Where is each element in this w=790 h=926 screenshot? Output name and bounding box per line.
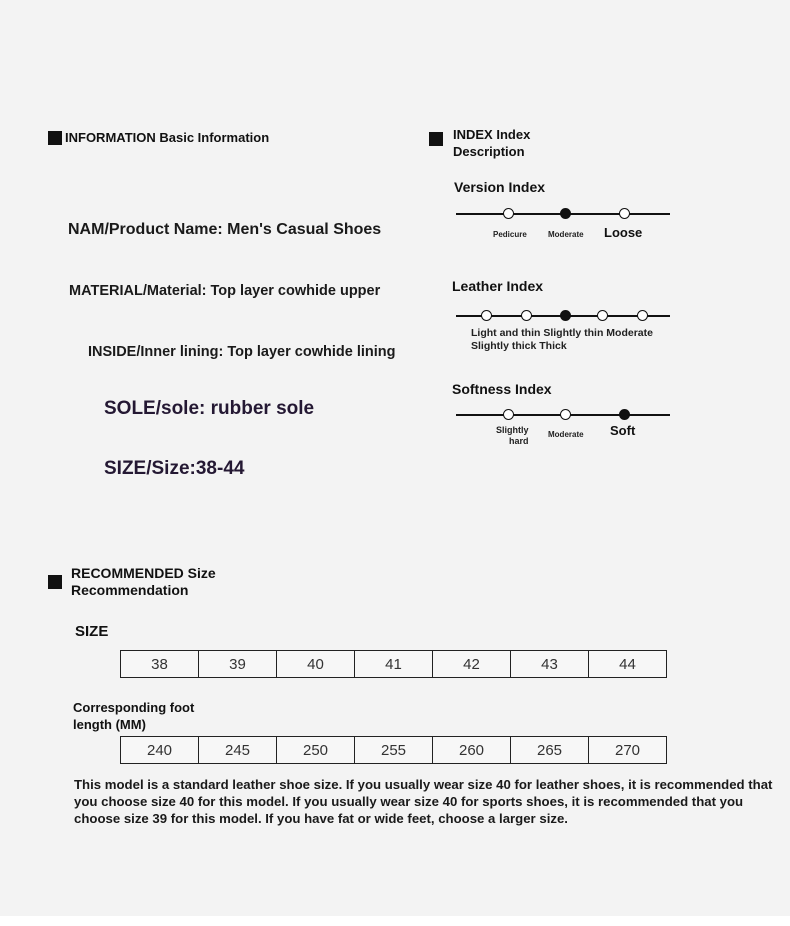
- version-option-moderate-selected: [560, 208, 571, 219]
- softness-label-moderate: Moderate: [548, 430, 584, 439]
- size-cell: 40: [277, 651, 355, 678]
- leather-option-slightly-thin: [521, 310, 532, 321]
- length-cell: 245: [199, 737, 277, 764]
- leather-option-moderate-selected: [560, 310, 571, 321]
- softness-label-soft: Soft: [610, 423, 636, 438]
- length-cell: 260: [433, 737, 511, 764]
- size-cell: 44: [589, 651, 667, 678]
- version-option-pedicure: [503, 208, 514, 219]
- section-bullet-icon: [429, 132, 443, 146]
- section-bullet-icon: [48, 131, 62, 145]
- softness-option-soft-selected: [619, 409, 630, 420]
- length-cell: 270: [589, 737, 667, 764]
- product-inner-lining: INSIDE/Inner lining: Top layer cowhide lining: [88, 344, 396, 360]
- section-bullet-icon: [48, 575, 62, 589]
- size-table: [120, 650, 667, 678]
- index-heading: INDEX Index Description: [453, 127, 531, 159]
- version-label-loose: Loose: [604, 225, 643, 240]
- softness-option-moderate: [560, 409, 571, 420]
- length-cell: 240: [121, 737, 199, 764]
- version-index-title: Version Index: [454, 179, 546, 195]
- version-label-moderate: Moderate: [548, 230, 584, 239]
- recommend-heading: RECOMMENDED Size Recommendation: [71, 565, 216, 598]
- size-cell: 39: [199, 651, 277, 678]
- leather-index-title: Leather Index: [452, 278, 544, 294]
- size-cell: 38: [121, 651, 199, 678]
- leather-option-light-thin: [481, 310, 492, 321]
- softness-option-slightly-hard: [503, 409, 514, 420]
- softness-index-title: Softness Index: [452, 381, 552, 397]
- size-cell: 42: [433, 651, 511, 678]
- foot-length-table: [120, 736, 667, 764]
- size-row-label: SIZE: [75, 623, 109, 640]
- size-advice-note: This model is a standard leather shoe size. If you usually wear size 40 for leather shoes, it is recommended that you choose size 40 for this model. If you usually wear size 40 for sports shoes, it is recommended that you choose size 39 for this model. If you have fat or wide feet, choose a larger size.: [74, 777, 773, 826]
- product-name: NAM/Product Name: Men's Casual Shoes: [68, 221, 382, 238]
- version-label-pedicure: Pedicure: [493, 230, 527, 239]
- product-sole: SOLE/sole: rubber sole: [104, 398, 315, 419]
- product-size-range: SIZE/Size:38-44: [104, 458, 245, 479]
- length-cell: 250: [277, 737, 355, 764]
- leather-option-slightly-thick: [597, 310, 608, 321]
- size-cell: 41: [355, 651, 433, 678]
- size-cell: 43: [511, 651, 589, 678]
- version-option-loose: [619, 208, 630, 219]
- softness-label-slightly-hard: Slightly hard: [496, 425, 529, 446]
- length-cell: 265: [511, 737, 589, 764]
- foot-length-label: Corresponding foot length (MM): [73, 700, 195, 732]
- product-material: MATERIAL/Material: Top layer cowhide upper: [69, 283, 381, 299]
- leather-labels: Light and thin Slightly thin Moderate Slightly thick Thick: [471, 327, 653, 352]
- leather-option-thick: [637, 310, 648, 321]
- length-cell: 255: [355, 737, 433, 764]
- info-heading: INFORMATION Basic Information: [65, 130, 270, 145]
